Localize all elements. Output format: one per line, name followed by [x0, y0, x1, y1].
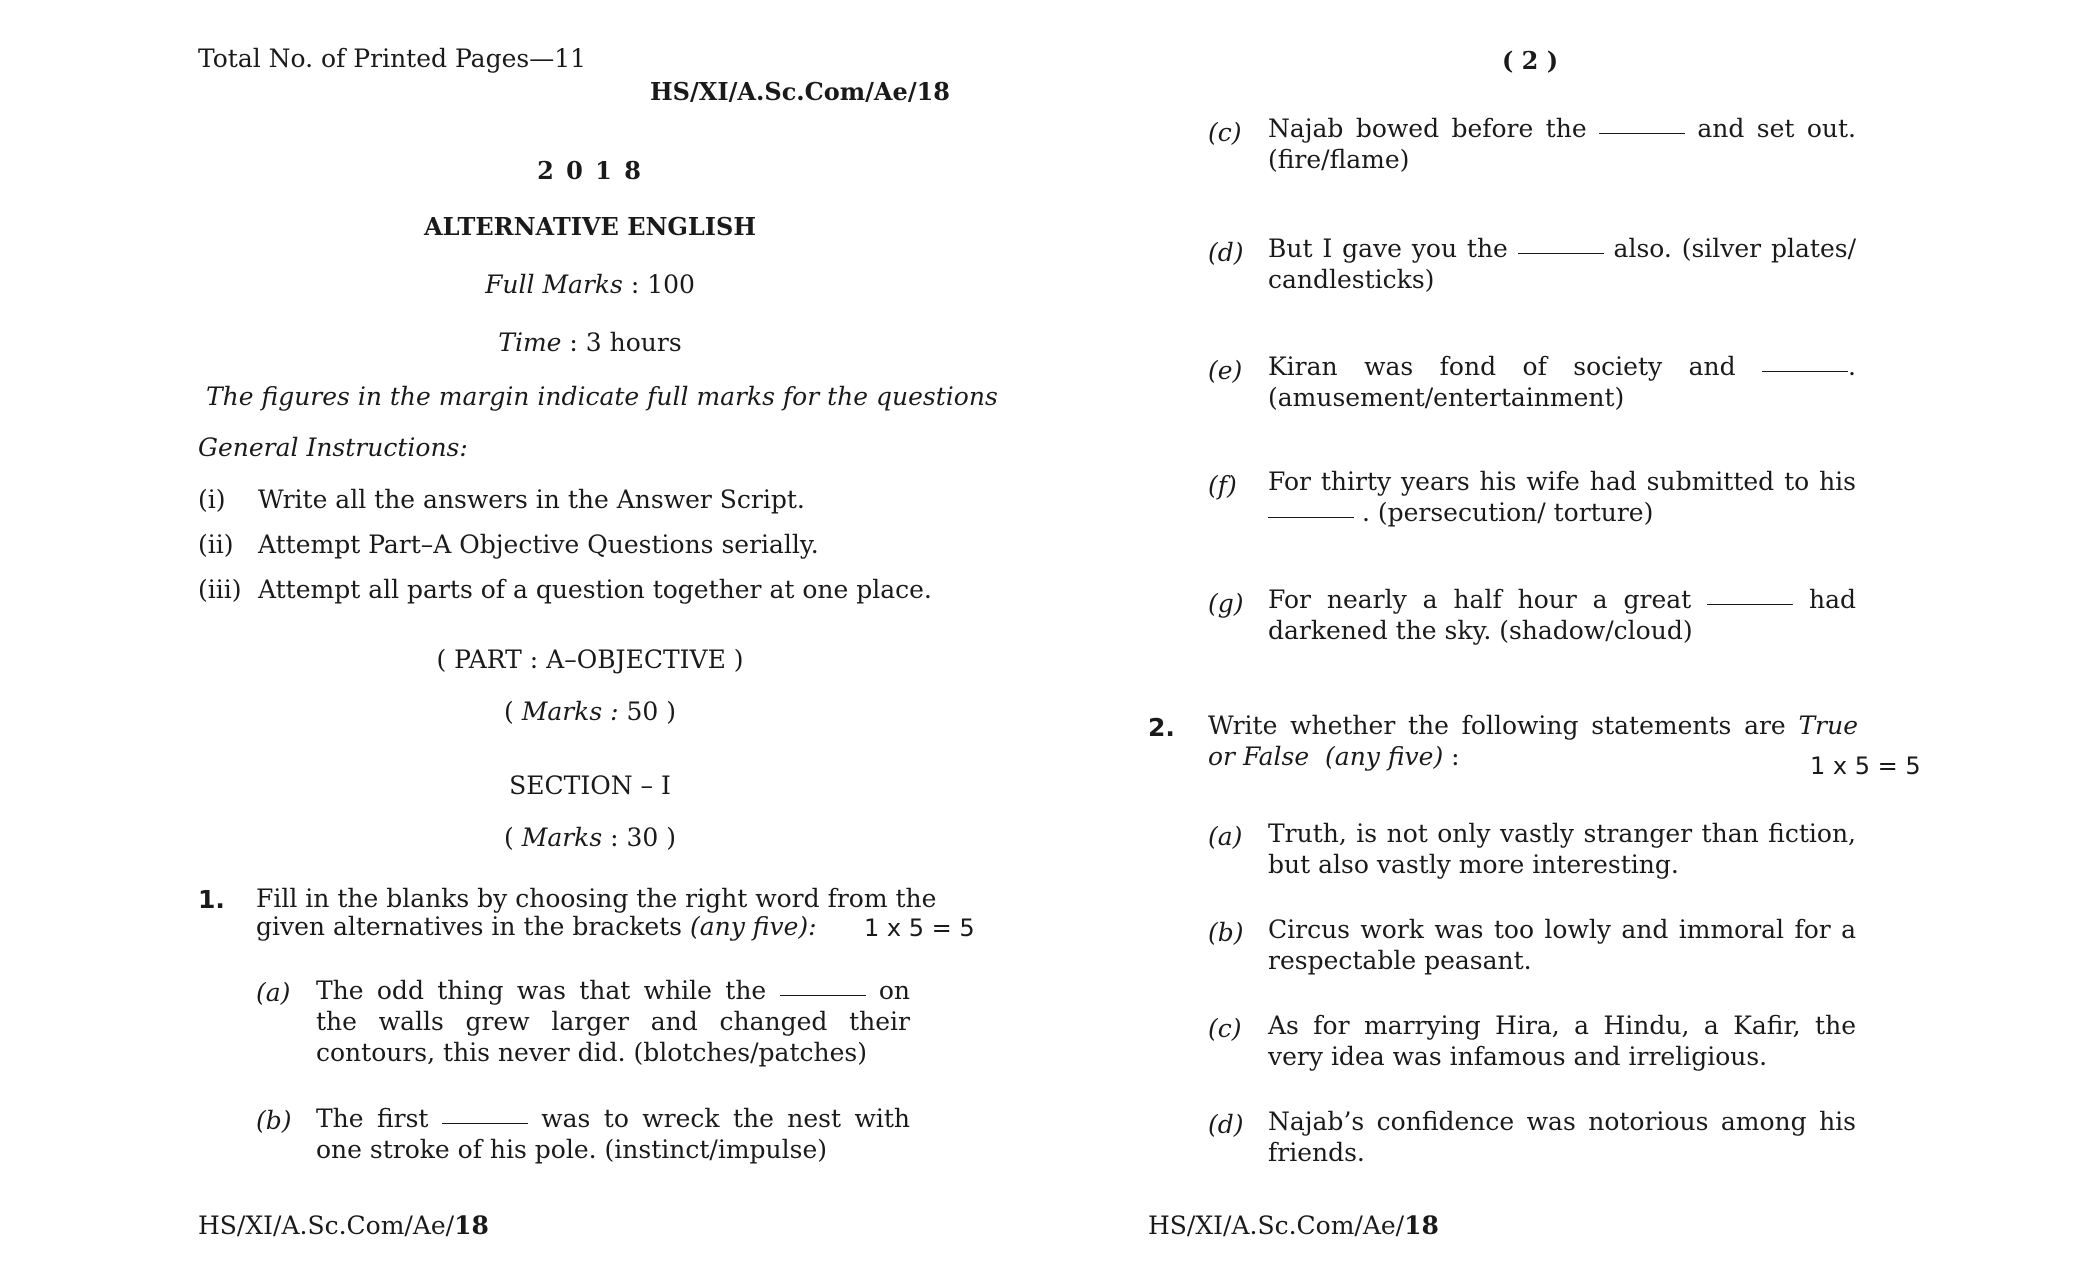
statement-item: As for marrying Hira, a Hindu, a Kafir, the very idea was infamous and irreligious.: [1268, 1011, 1856, 1071]
statement-item: Truth, is not only vastly stranger than fiction, but also vastly more interesting.: [1268, 819, 1856, 879]
item-label: (d): [1208, 1110, 1244, 1139]
question-item: [1268, 585, 1856, 647]
answer-blank: [1707, 604, 1793, 605]
item-text: had darkened the sky. (shadow/cloud): [1268, 585, 1856, 645]
time-value: : 3 hours: [569, 328, 682, 357]
full-marks-value: : 100: [630, 270, 695, 299]
item-label: (f): [1208, 471, 1237, 500]
time: [340, 328, 840, 359]
answer-blank: [1268, 517, 1354, 518]
question-marks: 1 x 5 = 5: [864, 914, 975, 942]
statement-item: Najab’s confidence was notorious among his friends.: [1268, 1107, 1856, 1167]
general-instructions-heading: General Instructions:: [198, 433, 468, 462]
question-item: [316, 976, 910, 1068]
question-text-line1: Fill in the blanks by choosing the right word from the: [256, 884, 937, 913]
question-number: 1.: [198, 885, 225, 914]
instruction-item: [198, 530, 819, 561]
item-label: (c): [1208, 118, 1242, 147]
instruction-number: (i): [198, 485, 226, 514]
question-number: 2.: [1148, 713, 1175, 742]
time-label: Time: [498, 328, 562, 357]
item-text: was to wreck the nest with one stroke of his pole. (instinct/impulse): [316, 1104, 910, 1164]
part-title: ( PART : A–OBJECTIVE ): [436, 645, 744, 674]
footer-year: 18: [1404, 1211, 1439, 1240]
section-title: SECTION – I: [509, 771, 671, 800]
section-marks-open: (: [504, 823, 514, 852]
answer-blank: [780, 995, 866, 996]
answer-blank: [442, 1123, 528, 1124]
answer-blank: [1518, 253, 1604, 254]
subject-title: ALTERNATIVE ENGLISH: [423, 212, 757, 241]
item-text: Kiran was fond of society and: [1268, 352, 1763, 381]
instruction-text: Write all the answers in the Answer Script.: [258, 485, 805, 514]
item-text: The odd thing was that while the: [316, 976, 780, 1005]
margin-note: The figures in the margin indicate full marks for the questions: [206, 382, 998, 411]
question-item: [1268, 467, 1856, 529]
paper-code: HS/XI/A.Sc.Com/Ae/18: [650, 77, 950, 106]
page-footer: [198, 1211, 489, 1242]
question-text: Write whether the following statements are: [1208, 711, 1799, 740]
part-marks: [340, 697, 840, 728]
instruction-text: Attempt all parts of a question together at one place.: [258, 575, 932, 604]
part-marks-open: (: [504, 697, 514, 726]
item-text: and set out. (fire/flame): [1268, 114, 1856, 174]
item-label: (a): [256, 978, 291, 1007]
question-text: :: [1443, 741, 1460, 771]
item-text: also. (silver plates/ candlesticks): [1268, 234, 1856, 294]
page-footer: [1148, 1211, 1439, 1242]
answer-blank: [1762, 371, 1848, 372]
item-label: (b): [1208, 918, 1244, 947]
question-text-line2: [256, 912, 817, 943]
item-label: (c): [1208, 1014, 1242, 1043]
question-text: given alternatives in the brackets: [256, 912, 690, 941]
item-text: Najab bowed before the: [1268, 114, 1600, 143]
section-marks-label: Marks: [521, 823, 603, 852]
question-text-italic: True or False: [1208, 711, 1858, 771]
full-marks: [340, 270, 840, 301]
full-marks-label: Full Marks: [485, 270, 623, 299]
footer-year: 18: [454, 1211, 489, 1240]
total-pages: Total No. of Printed Pages—11: [198, 44, 587, 73]
item-text: But I gave you the: [1268, 234, 1518, 263]
part-marks-value: 50 ): [626, 697, 676, 726]
item-text: on the walls grew larger and changed their contours, this never did. (blotches/patches): [316, 976, 910, 1067]
question-text: [1208, 711, 1858, 773]
item-text: For nearly a half hour a great: [1268, 585, 1708, 614]
question-text-italic: (any five): [1325, 741, 1444, 771]
footer-code: HS/XI/A.Sc.Com/Ae/: [198, 1211, 455, 1240]
footer-code: HS/XI/A.Sc.Com/Ae/: [1148, 1211, 1405, 1240]
question-item: [1268, 114, 1856, 176]
answer-blank: [1599, 133, 1685, 134]
page-number: ( 2 ): [1501, 46, 1559, 75]
question-text-italic: (any five):: [689, 912, 817, 941]
item-text: . (amusement/entertainment): [1268, 352, 1856, 412]
item-label: (d): [1208, 238, 1244, 267]
question-item: [316, 1104, 910, 1166]
question-item: [1268, 352, 1856, 414]
section-marks: [340, 823, 840, 854]
section-marks-value: : 30 ): [610, 823, 676, 852]
question-item: [1268, 234, 1856, 296]
instruction-number: (iii): [198, 575, 242, 604]
item-label: (a): [1208, 822, 1243, 851]
statement-item: Circus work was too lowly and immoral for a respectable peasant.: [1268, 915, 1856, 975]
part-marks-label: Marks :: [521, 697, 619, 726]
item-label: (e): [1208, 356, 1243, 385]
instruction-number: (ii): [198, 530, 234, 559]
instruction-text: Attempt Part–A Objective Questions serially.: [258, 530, 819, 559]
question-marks: 1 x 5 = 5: [1810, 752, 1921, 780]
item-label: (b): [256, 1106, 292, 1135]
item-text: For thirty years his wife had submitted to his: [1268, 467, 1856, 496]
item-text: . (persecution/ torture): [1354, 497, 1654, 527]
instruction-item: [198, 485, 805, 516]
item-text: The first: [316, 1104, 442, 1133]
exam-year: 2 0 1 8: [537, 156, 643, 185]
instruction-item: [198, 575, 932, 606]
item-label: (g): [1208, 589, 1244, 618]
